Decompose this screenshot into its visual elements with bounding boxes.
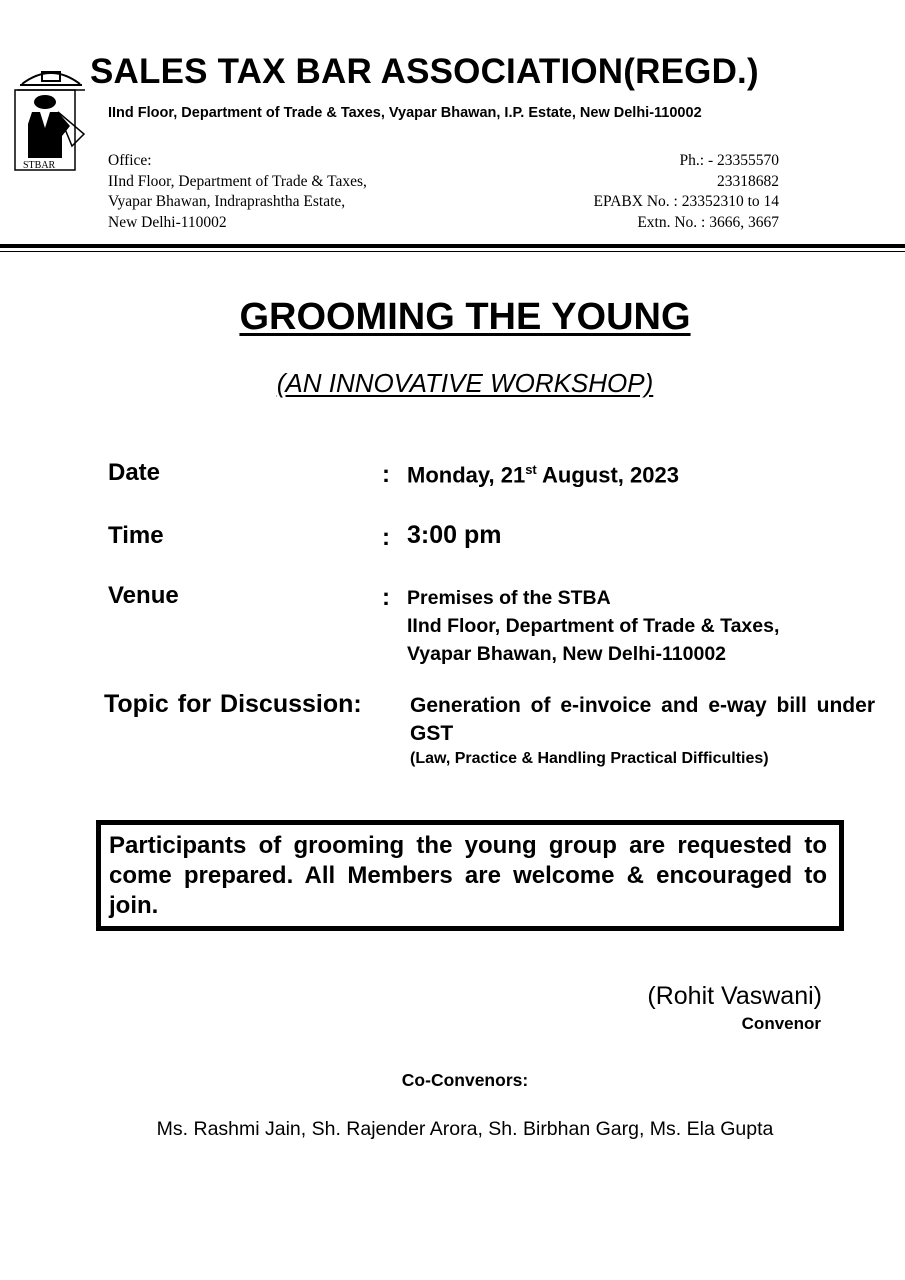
venue-line: Vyapar Bhawan, New Delhi-110002 bbox=[407, 643, 727, 665]
topic-note: (Law, Practice & Handling Practical Difficulties) bbox=[410, 750, 769, 767]
date-value bbox=[407, 462, 679, 488]
date-colon: : bbox=[382, 461, 390, 488]
contact-line: Extn. No. : 3666, 3667 bbox=[637, 213, 779, 231]
header-divider-thin bbox=[0, 251, 905, 252]
venue-colon: : bbox=[382, 584, 390, 611]
time-label: Time bbox=[108, 522, 164, 549]
contact-block bbox=[594, 151, 779, 233]
contact-line: EPABX No. : 23352310 to 14 bbox=[593, 193, 779, 210]
org-address: IInd Floor, Department of Trade & Taxes, Vyapar Bhawan, I.P. Estate, New Delhi-110002 bbox=[108, 105, 702, 121]
convenor-name: (Rohit Vaswani) bbox=[647, 982, 822, 1010]
venue-line: Premises of the STBA bbox=[407, 587, 611, 609]
notice-text: Participants of grooming the young group are requested to come prepared. All Members are welcome & encouraged to join. bbox=[109, 832, 827, 919]
office-line: Office: bbox=[108, 152, 152, 169]
date-label: Date bbox=[108, 459, 161, 486]
date-ordinal: st bbox=[525, 462, 537, 477]
scales-icon bbox=[17, 72, 85, 90]
header-divider bbox=[0, 244, 905, 248]
event-title: GROOMING THE YOUNG bbox=[239, 296, 691, 338]
co-convenors-list: Ms. Rashmi Jain, Sh. Rajender Arora, Sh. Birbhan Garg, Ms. Ela Gupta bbox=[156, 1118, 774, 1140]
event-subtitle: (AN INNOVATIVE WORKSHOP) bbox=[276, 368, 654, 398]
office-line: IInd Floor, Department of Trade & Taxes, bbox=[108, 172, 367, 190]
venue-line: IInd Floor, Department of Trade & Taxes, bbox=[407, 615, 780, 637]
date-month-year: August, 2023 bbox=[536, 462, 679, 488]
office-line: New Delhi-110002 bbox=[108, 213, 227, 231]
time-colon: : bbox=[382, 524, 390, 551]
time-value: 3:00 pm bbox=[407, 521, 502, 549]
stbar-logo bbox=[14, 64, 88, 172]
notice-box bbox=[96, 820, 844, 931]
venue-label: Venue bbox=[108, 582, 179, 609]
contact-line: Ph.: - 23355570 bbox=[679, 152, 779, 169]
topic-label: Topic for Discussion: bbox=[104, 690, 362, 718]
date-day: Monday, 21 bbox=[407, 462, 526, 488]
topic-value: Generation of e-invoice and e-way bill under GST bbox=[410, 694, 875, 745]
office-address-block bbox=[108, 151, 367, 233]
contact-line: 23318682 bbox=[717, 172, 779, 190]
convenor-role: Convenor bbox=[741, 1014, 821, 1033]
co-convenors-heading: Co-Convenors: bbox=[401, 1070, 529, 1090]
office-line: Vyapar Bhawan, Indraprashtha Estate, bbox=[108, 193, 346, 210]
org-name: SALES TAX BAR ASSOCIATION(REGD.) bbox=[90, 52, 759, 91]
venue-value bbox=[407, 584, 779, 668]
logo-text: STBAR bbox=[23, 160, 56, 171]
